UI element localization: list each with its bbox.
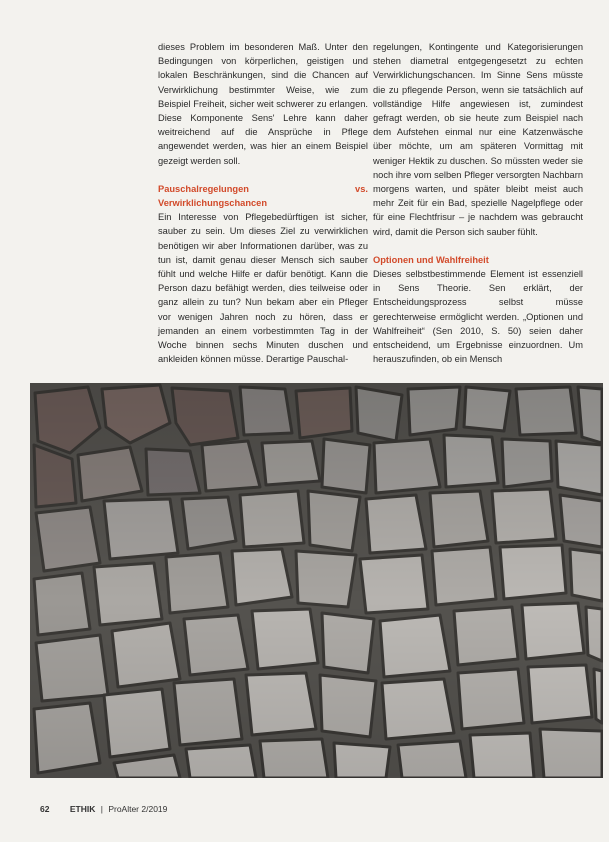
- page-number: 62: [40, 804, 50, 814]
- page-footer: [40, 804, 167, 814]
- left-body-paragraph: Ein Interesse von Pflegebedürftigen ist sicher, sauber zu sein. Um dieses Ziel zu verwirklichen benötigen wir aber Informationen darüber, was zu tun ist, damit genau dieser Mensch sich sauber fühlt und welche Hilfe er dafür benötigt. Kann die Person dazu befähigt werden, dies teilweise oder ganz allein zu tun? Nun bekam aber ein Pfleger vor wenigen Jahren noch zu hören, dass er jemanden an einem vorbestimmten Tag in der Woche binnen sechs Minuten duschen und ankleiden können müsse. Derartige Pauschal-: [158, 212, 368, 365]
- right-body-paragraph: Dieses selbstbestimmende Element ist essenziell in Sens Theorie. Sen erklärt, der Entscheidungsprozess selbst müsse gerechterweise ermöglicht werden. „Optionen und Wahlfreiheit“ (Sen 2010, S. 50) seien daher entscheidend, um Ergebnisse einzuordnen. Um herauszufinden, ob ein Mensch: [373, 269, 583, 365]
- footer-separator: |: [100, 804, 103, 814]
- magazine-issue: ProAlter 2/2019: [108, 804, 168, 814]
- section-heading-optionen: Optionen und Wahlfreiheit: [373, 254, 489, 265]
- section-heading-pauschalregelungen: Pauschalregelungen vs. Verwirklichungschancen: [158, 183, 368, 209]
- stone-mosaic-illustration: [30, 383, 603, 778]
- stone-mosaic-photo: [30, 383, 603, 778]
- section-label: ETHIK: [69, 804, 96, 814]
- right-continuation-paragraph: regelungen, Kontingente und Kategorisierungen stehen diametral entgegengesetzt zu echten Verwirklichungschancen. Im Sinne Sens müsste die zu pflegende Person, wenn sie tatsächlich auf vollständige Hilfe angewiesen ist, zumindest gefragt werden, ob sie heute zum Beispiel nach dem Aufstehen einmal nur eine Katzenwäsche über möchte, um am späteren Vormittag mit weniger Hektik zu duschen. So müssten weder sie noch ihre vom selben Pfleger versorgten Nachbarn morgens warten, und später bleibt meist auch mehr Zeit für ein Bad, spezielle Nagelpflege oder für eine Flechtfrisur – je nachdem was gebraucht wird, damit die Person sich sauber fühlt.: [373, 42, 583, 237]
- left-intro-paragraph: dieses Problem im besonderen Maß. Unter den Bedingungen von körperlichen, geistigen und lokalen Beschränkungen, sind die Chancen auf Verwirklichung bestimmter Weise, wie zum Beispiel Freiheit, sicher weit schwerer zu erlangen. Diese Komponente Sens' Lehre kann daher weitreichend auf die Ansprüche in Pflege angewendet werden, was hier an einem Beispiel gezeigt werden soll.: [158, 42, 368, 166]
- right-text-column: [373, 40, 583, 366]
- left-text-column: [158, 40, 368, 366]
